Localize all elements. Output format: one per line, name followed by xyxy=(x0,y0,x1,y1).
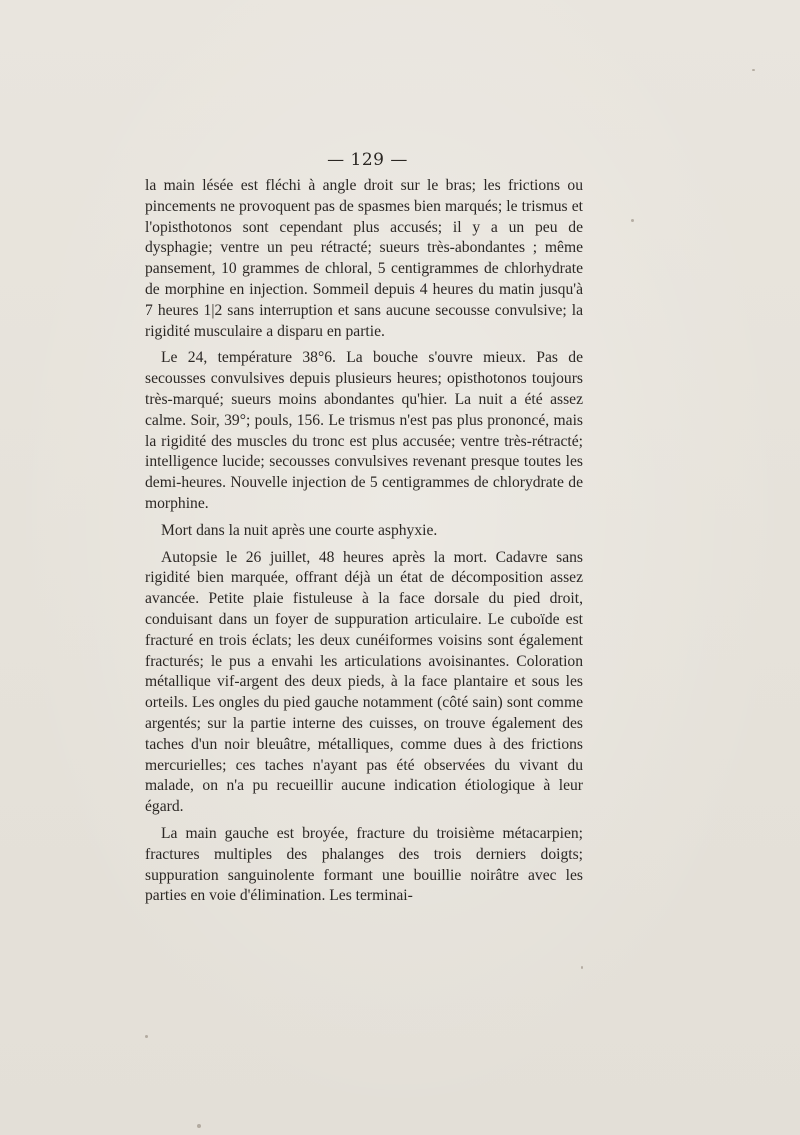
paper-speck xyxy=(145,1035,148,1038)
paper-speck xyxy=(752,69,755,71)
page-number-header: — 129 — xyxy=(327,150,408,170)
paper-speck xyxy=(631,219,634,222)
paper-speck xyxy=(581,966,583,969)
paragraph: Le 24, température 38°6. La bouche s'ouvre mieux. Pas de secousses convulsives depuis plusieurs heures; opisthotonos toujours très-marqué; sueurs moins abondantes qu'hier. La nuit a été assez calme. Soir, 39°; pouls, 156. Le trismus n'est pas plus prononcé, mais la rigidité des muscles du tronc est plus accusée; ventre très-rétracté; intelligence lucide; secousses convulsives revenant presque toutes les demi-heures. Nouvelle injection de 5 centigrammes de chlorydrate de morphine. xyxy=(145,349,583,512)
paragraph: Autopsie le 26 juillet, 48 heures après la mort. Cadavre sans rigidité bien marquée, offrant déjà un état de décomposition assez avancée. Petite plaie fistuleuse à la face dorsale du pied droit, conduisant dans un foyer de suppuration articulaire. Le cuboïde est fracturé en trois éclats; les deux cunéiformes voisins sont également fracturés; le pus a envahi les articulations avoisinantes. Coloration métallique vif-argent des deux pieds, à la face plantaire et sous les orteils. Les ongles du pied gauche notamment (côté sain) sont comme argentés; sur la partie interne des cuisses, on trouve également des taches d'un noir bleuâtre, métalliques, comme dues à des frictions mercurielles; ces taches n'ayant pas été observées du vivant du malade, on n'a pu recueillir aucune indication étiologique à leur égard. xyxy=(145,548,583,816)
paragraph: Mort dans la nuit après une courte asphyxie. xyxy=(161,521,438,539)
paragraph: La main gauche est broyée, fracture du troisième métacarpien; fractures multiples des phalanges des trois derniers doigts; suppuration sanguinolente formant une bouillie noirâtre avec les parties en voie d'élimination. Les terminai- xyxy=(145,824,583,905)
paragraph: la main lésée est fléchi à angle droit sur le bras; les frictions ou pincements ne provoquent pas de spasmes bien marqués; le trismus et l'opisthotonos sont cependant plus accusés; il y a un peu de dysphagie; ventre un peu rétracté; sueurs très-abondantes ; même pansement, 10 grammes de chloral, 5 centigrammes de chlorhydrate de morphine en injection. Sommeil depuis 4 heures du matin jusqu'à 7 heures 1|2 sans interruption et sans aucune secousse convulsive; la rigidité musculaire a disparu en partie. xyxy=(145,177,583,340)
body-text xyxy=(145,176,583,907)
paper-speck xyxy=(197,1124,201,1128)
